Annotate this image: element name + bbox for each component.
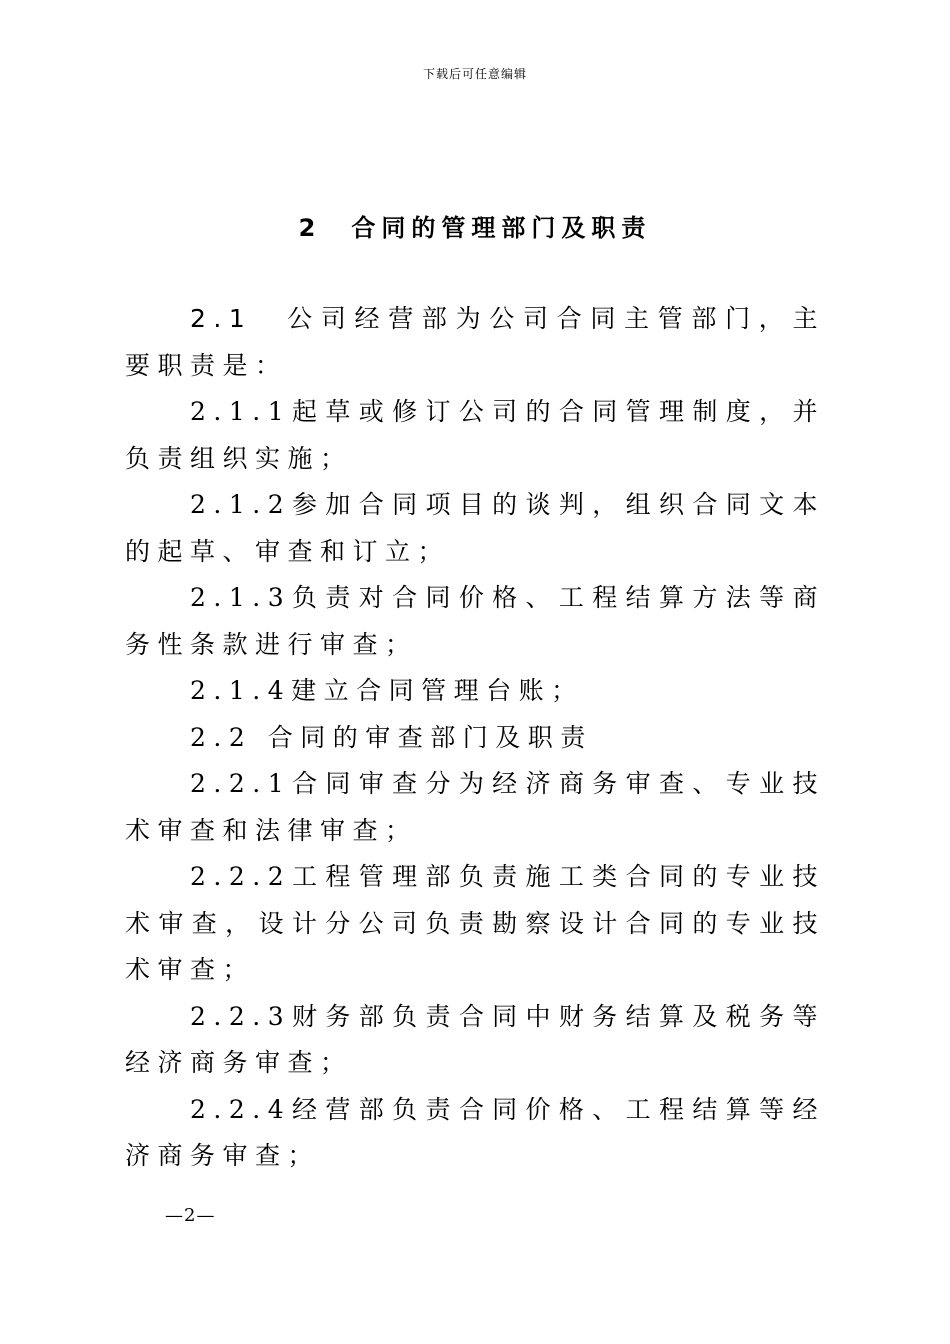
paragraph-2-2: 2.2 合同的审查部门及职责 <box>190 722 593 752</box>
paragraph-2-2-3: 2.2.3财务部负责合同中财务结算及税务等经济商务审查； <box>125 1001 825 1077</box>
paragraph-2-2-2: 2.2.2工程管理部负责施工类合同的专业技术审查，设计分公司负责勘察设计合同的专业技术审查； <box>125 862 825 984</box>
document-body <box>125 296 825 1180</box>
paragraph-2-2-4: 2.2.4经营部负责合同价格、工程结算等经济商务审查； <box>125 1094 825 1170</box>
page-number: —2— <box>165 1205 216 1226</box>
paragraph-2-1-2: 2.1.2参加合同项目的谈判，组织合同文本的起草、审查和订立； <box>125 490 825 566</box>
header-note: 下载后可任意编辑 <box>422 67 527 81</box>
paragraph-2-2-1: 2.2.1合同审查分为经济商务审查、专业技术审查和法律审查； <box>125 769 825 845</box>
paragraph-2-1-1: 2.1.1起草或修订公司的合同管理制度，并负责组织实施； <box>125 397 825 473</box>
paragraph-2-1-3: 2.1.3负责对合同价格、工程结算方法等商务性条款进行审查； <box>125 583 825 659</box>
paragraph-2-1-4: 2.1.4建立合同管理台账； <box>190 676 584 705</box>
paragraph-2-1: 2.1 公司经营部为公司合同主管部门，主要职责是： <box>125 304 825 380</box>
section-title: 2 合同的管理部门及职责 <box>298 214 652 242</box>
